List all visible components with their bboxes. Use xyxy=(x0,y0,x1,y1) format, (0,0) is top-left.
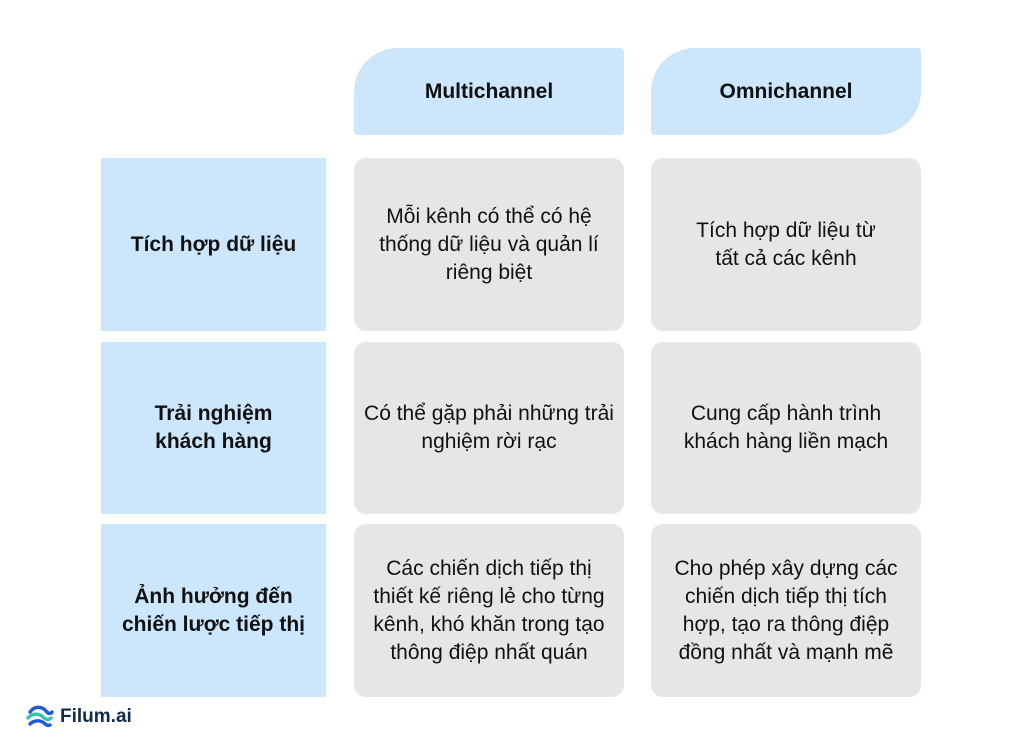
row-label-text: Tích hợp dữ liệu xyxy=(130,232,297,256)
header-omnichannel-label: Omnichannel xyxy=(719,79,853,103)
row-label-data-integration xyxy=(101,158,326,331)
header-multichannel-label: Multichannel xyxy=(424,79,554,103)
cell-text: Cho phép xây dựng các chiến dịch tiếp thị tích hợp, tạo ra thông điệp đồng nhất và mạnh mẽ xyxy=(674,556,898,664)
cell-multichannel-data-integration xyxy=(354,158,624,331)
row-label-text: Ảnh hưởng đến chiến lược tiếp thị xyxy=(122,584,305,636)
cell-omnichannel-marketing-impact xyxy=(651,524,921,697)
cell-text: Cung cấp hành trình khách hàng liền mạch xyxy=(683,402,889,453)
cell-text: Tích hợp dữ liệu từ tất cả các kênh xyxy=(696,218,876,270)
cell-omnichannel-data-integration xyxy=(651,158,921,331)
row-label-text: Trải nghiệm khách hàng xyxy=(154,402,273,453)
brand-name: Filum.ai xyxy=(60,706,132,727)
row-label-marketing-impact xyxy=(101,524,326,697)
header-omnichannel xyxy=(651,48,921,135)
cell-multichannel-customer-experience xyxy=(354,342,624,514)
filum-logo-icon xyxy=(26,703,54,731)
cell-text: Mỗi kênh có thể có hệ thống dữ liệu và quản lí riêng biệt xyxy=(379,204,599,284)
header-multichannel xyxy=(354,48,624,135)
cell-text: Các chiến dịch tiếp thị thiết kế riêng lẻ cho từng kênh, khó khăn trong tạo thông điệp nhất quán xyxy=(373,556,605,664)
row-label-customer-experience xyxy=(101,342,326,514)
cell-multichannel-marketing-impact xyxy=(354,524,624,697)
cell-omnichannel-customer-experience xyxy=(651,342,921,514)
brand-logo xyxy=(26,703,132,731)
cell-text: Có thể gặp phải những trải nghiệm rời rạc xyxy=(364,402,614,453)
